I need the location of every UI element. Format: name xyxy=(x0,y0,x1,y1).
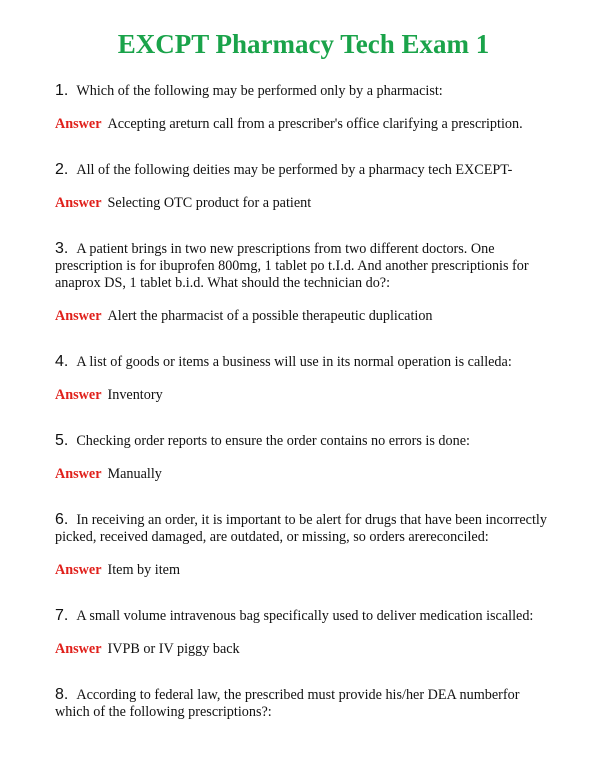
question-text: All of the following deities may be performed by a pharmacy tech EXCEPT- xyxy=(76,162,513,178)
question xyxy=(55,82,552,100)
answer-label: Answer xyxy=(55,116,102,132)
answer-label: Answer xyxy=(55,308,102,324)
qa-item-4 xyxy=(55,353,552,404)
answer xyxy=(55,116,552,133)
question xyxy=(55,686,552,721)
answer-label: Answer xyxy=(55,387,102,403)
question-number: 1. xyxy=(55,82,69,99)
question-number: 7. xyxy=(55,607,69,624)
question-text: In receiving an order, it is important to be alert for drugs that have been incorrectly picked, received damaged, are outdated, or missing, so orders arereconciled: xyxy=(55,512,547,545)
answer-text: Inventory xyxy=(107,387,163,403)
answer xyxy=(55,641,552,658)
answer xyxy=(55,466,552,483)
qa-item-6 xyxy=(55,511,552,579)
question xyxy=(55,161,552,179)
qa-item-1 xyxy=(55,82,552,133)
question-text: A patient brings in two new prescriptions from two different doctors. One prescription is for ibuprofen 800mg, 1 tablet po t.I.d. And another prescriptionis for anaprox DS, 1 tablet b.i.d. What should the technician do?: xyxy=(55,241,529,291)
question-number: 5. xyxy=(55,432,69,449)
question-number: 2. xyxy=(55,161,69,178)
page-title: EXCPT Pharmacy Tech Exam 1 xyxy=(117,29,490,59)
question xyxy=(55,511,552,546)
answer-label: Answer xyxy=(55,195,102,211)
answer-text: IVPB or IV piggy back xyxy=(107,641,240,657)
answer xyxy=(55,308,552,325)
answer-text: Item by item xyxy=(107,562,180,578)
question-number: 8. xyxy=(55,686,69,703)
qa-item-3 xyxy=(55,240,552,325)
answer-text: Manually xyxy=(107,466,162,482)
answer-text: Selecting OTC product for a patient xyxy=(107,195,312,211)
qa-item-2 xyxy=(55,161,552,212)
qa-item-5 xyxy=(55,432,552,483)
answer-text: Alert the pharmacist of a possible therapeutic duplication xyxy=(107,308,433,324)
question-text: Checking order reports to ensure the order contains no errors is done: xyxy=(76,433,470,449)
question xyxy=(55,240,552,292)
answer-label: Answer xyxy=(55,466,102,482)
qa-item-8 xyxy=(55,686,552,721)
question xyxy=(55,607,552,625)
question-text: A small volume intravenous bag specifically used to deliver medication iscalled: xyxy=(76,608,534,624)
question-text: According to federal law, the prescribed must provide his/her DEA numberfor which of the following prescriptions?: xyxy=(55,687,520,720)
question-number: 6. xyxy=(55,511,69,528)
question xyxy=(55,432,552,450)
answer-label: Answer xyxy=(55,641,102,657)
qa-item-7 xyxy=(55,607,552,658)
answer xyxy=(55,562,552,579)
question-number: 4. xyxy=(55,353,69,370)
question xyxy=(55,353,552,371)
answer xyxy=(55,387,552,404)
question-number: 3. xyxy=(55,240,69,257)
question-text: A list of goods or items a business will use in its normal operation is calleda: xyxy=(76,354,512,370)
answer-text: Accepting areturn call from a prescriber's office clarifying a prescription. xyxy=(107,116,523,132)
question-text: Which of the following may be performed only by a pharmacist: xyxy=(76,83,443,99)
answer-label: Answer xyxy=(55,562,102,578)
answer xyxy=(55,195,552,212)
